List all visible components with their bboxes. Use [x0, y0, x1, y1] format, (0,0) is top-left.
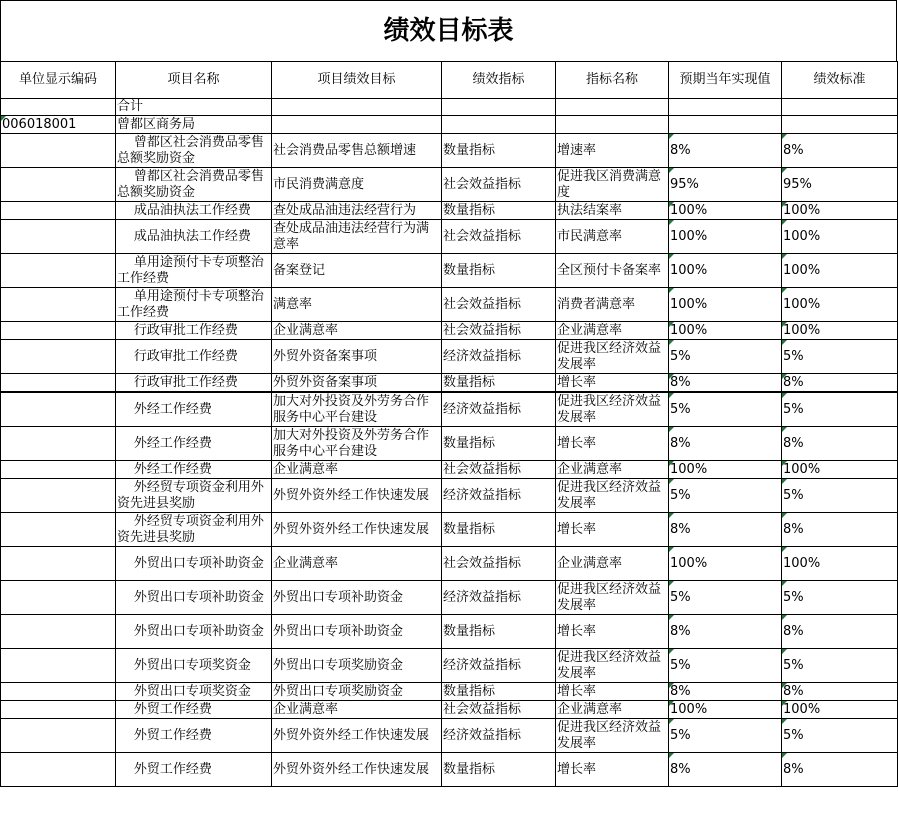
cell-indicator[interactable]: 经济效益指标	[442, 479, 556, 513]
cell-indicator[interactable]: 社会效益指标	[442, 288, 556, 322]
cell-metric[interactable]: 消费者满意率	[556, 288, 669, 322]
cell-unit[interactable]	[1, 701, 116, 719]
header-metric-name[interactable]: 指标名称	[556, 62, 669, 99]
cell-expected[interactable]: 100%	[669, 288, 782, 322]
cell-standard[interactable]: 5%	[782, 649, 898, 683]
cell-goal[interactable]: 外贸外资外经工作快速发展	[272, 719, 442, 753]
cell[interactable]	[272, 99, 442, 116]
cell-project[interactable]: 外贸出口专项奖资金	[116, 683, 272, 701]
cell[interactable]	[556, 99, 669, 116]
table-row	[1, 427, 898, 461]
cell-standard[interactable]: 8%	[782, 427, 898, 461]
table-row	[1, 220, 898, 254]
table-row	[1, 683, 898, 701]
cell-project[interactable]: 外经工作经费	[116, 392, 272, 427]
cell-metric[interactable]: 增长率	[556, 427, 669, 461]
cell-project[interactable]: 外经工作经费	[116, 461, 272, 479]
table-row	[1, 288, 898, 322]
cell-indicator[interactable]: 社会效益指标	[442, 220, 556, 254]
cell-unit[interactable]	[1, 683, 116, 701]
cell-indicator[interactable]: 社会效益指标	[442, 168, 556, 202]
table-row	[1, 134, 898, 168]
cell[interactable]	[1, 99, 116, 116]
cell-expected[interactable]: 5%	[669, 581, 782, 615]
cell-project[interactable]: 单用途预付卡专项整治工作经费	[116, 288, 272, 322]
cell[interactable]	[442, 99, 556, 116]
cell-expected[interactable]: 5%	[669, 649, 782, 683]
cell-standard[interactable]: 8%	[782, 753, 898, 787]
cell-expected[interactable]: 100%	[669, 461, 782, 479]
cell-project[interactable]: 外贸出口专项补助资金	[116, 615, 272, 649]
table-row	[1, 513, 898, 547]
cell-metric[interactable]: 促进我区经济效益发展率	[556, 649, 669, 683]
cell-standard[interactable]: 8%	[782, 374, 898, 393]
unit-row	[1, 116, 898, 134]
cell-metric[interactable]: 增长率	[556, 374, 669, 393]
cell-standard[interactable]: 100%	[782, 202, 898, 220]
cell-standard[interactable]: 100%	[782, 322, 898, 340]
cell[interactable]	[782, 116, 898, 134]
sheet-title: 绩效目标表	[0, 0, 897, 61]
cell-unit[interactable]	[1, 322, 116, 340]
cell-goal[interactable]: 外贸出口专项奖励资金	[272, 683, 442, 701]
cell-standard[interactable]: 8%	[782, 134, 898, 168]
cell-expected[interactable]: 8%	[669, 427, 782, 461]
cell-standard[interactable]: 100%	[782, 254, 898, 288]
table-row	[1, 719, 898, 753]
cell-metric[interactable]: 企业满意率	[556, 461, 669, 479]
unit-name[interactable]: 曾都区商务局	[116, 116, 272, 134]
cell-unit[interactable]	[1, 547, 116, 581]
cell-expected[interactable]: 8%	[669, 134, 782, 168]
cell-goal[interactable]: 企业满意率	[272, 701, 442, 719]
cell-goal[interactable]: 加大对外投资及外劳务合作服务中心平台建设	[272, 392, 442, 427]
cell-goal[interactable]: 外贸外资外经工作快速发展	[272, 513, 442, 547]
cell-metric[interactable]: 企业满意率	[556, 547, 669, 581]
header-project-goal[interactable]: 项目绩效目标	[272, 62, 442, 99]
cell-project[interactable]: 行政审批工作经费	[116, 374, 272, 393]
table-row	[1, 615, 898, 649]
cell-indicator[interactable]: 数量指标	[442, 254, 556, 288]
cell-expected[interactable]: 8%	[669, 753, 782, 787]
header-project-name[interactable]: 项目名称	[116, 62, 272, 99]
cell-indicator[interactable]: 数量指标	[442, 134, 556, 168]
table-row	[1, 547, 898, 581]
cell-indicator[interactable]: 数量指标	[442, 427, 556, 461]
cell[interactable]	[669, 99, 782, 116]
cell-goal[interactable]: 满意率	[272, 288, 442, 322]
table-row	[1, 461, 898, 479]
cell-unit[interactable]	[1, 581, 116, 615]
cell-goal[interactable]: 社会消费品零售总额增速	[272, 134, 442, 168]
cell-project[interactable]: 行政审批工作经费	[116, 322, 272, 340]
cell-goal[interactable]: 加大对外投资及外劳务合作服务中心平台建设	[272, 427, 442, 461]
cell-metric[interactable]: 执法结案率	[556, 202, 669, 220]
cell-unit[interactable]	[1, 479, 116, 513]
cell-goal[interactable]: 企业满意率	[272, 461, 442, 479]
cell-indicator[interactable]: 数量指标	[442, 202, 556, 220]
cell-unit[interactable]	[1, 288, 116, 322]
cell-standard[interactable]: 5%	[782, 392, 898, 427]
cell-unit[interactable]	[1, 392, 116, 427]
cell-unit[interactable]	[1, 254, 116, 288]
table-row	[1, 649, 898, 683]
cell-goal[interactable]: 查处成品油违法经营行为满意率	[272, 220, 442, 254]
cell-unit[interactable]	[1, 168, 116, 202]
cell-indicator[interactable]: 数量指标	[442, 753, 556, 787]
cell-goal[interactable]: 外贸出口专项补助资金	[272, 615, 442, 649]
cell-standard[interactable]: 5%	[782, 479, 898, 513]
cell[interactable]	[669, 116, 782, 134]
cell-standard[interactable]: 5%	[782, 340, 898, 374]
cell-goal[interactable]: 备案登记	[272, 254, 442, 288]
cell-metric[interactable]: 增长率	[556, 753, 669, 787]
cell-standard[interactable]: 8%	[782, 615, 898, 649]
cell-metric[interactable]: 促进我区经济效益发展率	[556, 479, 669, 513]
cell-project[interactable]: 外贸工作经费	[116, 719, 272, 753]
cell-indicator[interactable]: 经济效益指标	[442, 649, 556, 683]
cell-standard[interactable]: 100%	[782, 461, 898, 479]
cell-project[interactable]: 外经贸专项资金利用外资先进县奖励	[116, 479, 272, 513]
table-row	[1, 254, 898, 288]
cell-metric[interactable]: 促进我区经济效益发展率	[556, 392, 669, 427]
table-row	[1, 392, 898, 427]
cell-unit[interactable]	[1, 753, 116, 787]
cell-unit[interactable]	[1, 202, 116, 220]
cell-project[interactable]: 曾都区社会消费品零售总额奖励资金	[116, 134, 272, 168]
table-row	[1, 479, 898, 513]
table-row	[1, 701, 898, 719]
cell-standard[interactable]: 100%	[782, 547, 898, 581]
cell-unit[interactable]	[1, 427, 116, 461]
cell-unit[interactable]	[1, 374, 116, 393]
cell-indicator[interactable]: 社会效益指标	[442, 701, 556, 719]
cell-indicator[interactable]: 社会效益指标	[442, 547, 556, 581]
table-row	[1, 340, 898, 374]
cell[interactable]	[782, 99, 898, 116]
cell-expected[interactable]: 100%	[669, 254, 782, 288]
table-row	[1, 753, 898, 787]
summary-label[interactable]: 合计	[116, 99, 272, 116]
cell-expected[interactable]: 8%	[669, 374, 782, 393]
cell-indicator[interactable]: 数量指标	[442, 374, 556, 393]
cell-project[interactable]: 外经贸专项资金利用外资先进县奖励	[116, 513, 272, 547]
table-row	[1, 581, 898, 615]
cell-expected[interactable]: 8%	[669, 513, 782, 547]
cell-unit[interactable]	[1, 719, 116, 753]
cell-project[interactable]: 外贸出口专项奖资金	[116, 649, 272, 683]
cell-goal[interactable]: 外贸出口专项补助资金	[272, 581, 442, 615]
cell-unit[interactable]	[1, 513, 116, 547]
performance-table	[0, 61, 898, 787]
cell[interactable]	[442, 116, 556, 134]
cell-goal[interactable]: 企业满意率	[272, 547, 442, 581]
cell-unit[interactable]	[1, 649, 116, 683]
cell-indicator[interactable]: 数量指标	[442, 683, 556, 701]
cell-standard[interactable]: 5%	[782, 719, 898, 753]
cell-standard[interactable]: 100%	[782, 701, 898, 719]
cell-unit[interactable]	[1, 461, 116, 479]
cell-metric[interactable]: 增速率	[556, 134, 669, 168]
cell[interactable]	[556, 116, 669, 134]
cell-metric[interactable]: 企业满意率	[556, 701, 669, 719]
unit-code-text: 006018001	[2, 116, 77, 132]
cell-indicator[interactable]: 社会效益指标	[442, 461, 556, 479]
cell-expected[interactable]: 100%	[669, 701, 782, 719]
cell-indicator[interactable]: 社会效益指标	[442, 322, 556, 340]
cell-expected[interactable]: 100%	[669, 322, 782, 340]
cell-unit[interactable]	[1, 615, 116, 649]
cell-standard[interactable]: 100%	[782, 288, 898, 322]
cell-metric[interactable]: 促进我区经济效益发展率	[556, 719, 669, 753]
cell-project[interactable]: 行政审批工作经费	[116, 340, 272, 374]
cell-project[interactable]: 曾都区社会消费品零售总额奖励资金	[116, 168, 272, 202]
cell-metric[interactable]: 促进我区消费满意度	[556, 168, 669, 202]
cell-expected[interactable]: 100%	[669, 202, 782, 220]
cell-goal[interactable]: 外贸外资外经工作快速发展	[272, 753, 442, 787]
cell-expected[interactable]: 5%	[669, 392, 782, 427]
table-row	[1, 202, 898, 220]
cell-expected[interactable]: 95%	[669, 168, 782, 202]
cell-metric[interactable]: 市民满意率	[556, 220, 669, 254]
cell-metric[interactable]: 促进我区经济效益发展率	[556, 581, 669, 615]
cell-standard[interactable]: 8%	[782, 513, 898, 547]
cell-goal[interactable]: 外贸外资备案事项	[272, 340, 442, 374]
cell-metric[interactable]: 全区预付卡备案率	[556, 254, 669, 288]
cell-metric[interactable]: 增长率	[556, 513, 669, 547]
unit-code[interactable]	[1, 116, 116, 134]
cell[interactable]	[272, 116, 442, 134]
header-indicator[interactable]: 绩效指标	[442, 62, 556, 99]
header-standard[interactable]: 绩效标准	[782, 62, 898, 99]
cell-metric[interactable]: 增长率	[556, 683, 669, 701]
cell-expected[interactable]: 5%	[669, 340, 782, 374]
cell-goal[interactable]: 市民消费满意度	[272, 168, 442, 202]
cell-indicator[interactable]: 经济效益指标	[442, 719, 556, 753]
cell-expected[interactable]: 100%	[669, 547, 782, 581]
header-unit-code[interactable]: 单位显示编码	[1, 62, 116, 99]
cell-unit[interactable]	[1, 134, 116, 168]
cell-expected[interactable]: 8%	[669, 683, 782, 701]
cell-indicator[interactable]: 数量指标	[442, 513, 556, 547]
cell-unit[interactable]	[1, 340, 116, 374]
cell-project[interactable]: 外贸出口专项补助资金	[116, 547, 272, 581]
header-row	[1, 62, 898, 99]
table-row	[1, 168, 898, 202]
table-row	[1, 374, 898, 393]
cell-project[interactable]: 外经工作经费	[116, 427, 272, 461]
summary-row	[1, 99, 898, 116]
cell-indicator[interactable]: 经济效益指标	[442, 340, 556, 374]
cell-goal[interactable]: 外贸出口专项奖励资金	[272, 649, 442, 683]
cell-expected[interactable]: 5%	[669, 479, 782, 513]
cell-unit[interactable]	[1, 220, 116, 254]
cell-metric[interactable]: 增长率	[556, 615, 669, 649]
cell-indicator[interactable]: 经济效益指标	[442, 392, 556, 427]
header-expected-value[interactable]: 预期当年实现值	[669, 62, 782, 99]
cell-standard[interactable]: 95%	[782, 168, 898, 202]
cell-project[interactable]: 单用途预付卡专项整治工作经费	[116, 254, 272, 288]
cell-expected[interactable]: 8%	[669, 615, 782, 649]
cell-goal[interactable]: 外贸外资外经工作快速发展	[272, 479, 442, 513]
cell-expected[interactable]: 5%	[669, 719, 782, 753]
cell-project[interactable]: 外贸工作经费	[116, 701, 272, 719]
cell-expected[interactable]: 100%	[669, 220, 782, 254]
cell-standard[interactable]: 5%	[782, 581, 898, 615]
table-row	[1, 322, 898, 340]
cell-project[interactable]: 外贸出口专项补助资金	[116, 581, 272, 615]
cell-goal[interactable]: 外贸外资备案事项	[272, 374, 442, 393]
cell-goal[interactable]: 企业满意率	[272, 322, 442, 340]
cell-standard[interactable]: 8%	[782, 683, 898, 701]
cell-project[interactable]: 成品油执法工作经费	[116, 202, 272, 220]
cell-metric[interactable]: 促进我区经济效益发展率	[556, 340, 669, 374]
cell-goal[interactable]: 查处成品油违法经营行为	[272, 202, 442, 220]
cell-project[interactable]: 外贸工作经费	[116, 753, 272, 787]
cell-metric[interactable]: 企业满意率	[556, 322, 669, 340]
cell-indicator[interactable]: 经济效益指标	[442, 581, 556, 615]
cell-indicator[interactable]: 数量指标	[442, 615, 556, 649]
cell-standard[interactable]: 100%	[782, 220, 898, 254]
cell-project[interactable]: 成品油执法工作经费	[116, 220, 272, 254]
